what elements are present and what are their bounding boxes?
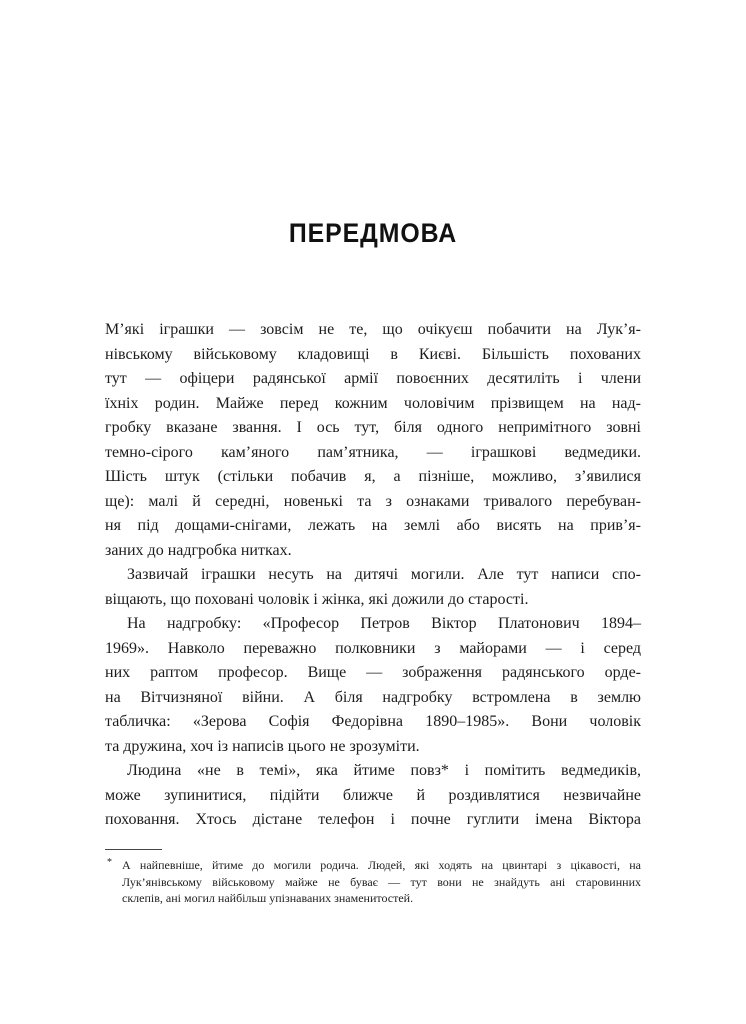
text-line: та дружина, хоч із написів цього не зрозуміти.	[105, 737, 420, 755]
text-line: віщають, що поховані чоловік і жінка, які дожили до старості.	[105, 590, 529, 608]
text-line: темно-сірого кам’яного пам’ятника, — іграшкові ведмедики.	[105, 443, 641, 461]
text-line: тут — офіцери радянської армії повоєнних десятиліть і члени	[105, 370, 641, 387]
text-line: М’які іграшки — зовсім не те, що очікуєш побачити на Лук’я-	[105, 321, 641, 338]
footnote-line: А найпевніше, йтиме до могили родича. Людей, які ходять на цвинтарі з цікавості, на	[122, 858, 641, 872]
text-line: Зазвичай іграшки несуть на дитячі могили. Але тут написи спо-	[127, 566, 641, 583]
text-line: може зупинитися, підійти ближче й роздивлятися незвичайне	[105, 786, 641, 804]
text-line: Людина «не в темі», яка йтиме повз* і помітить ведмедиків,	[127, 762, 641, 779]
text-line: На надгробку: «Професор Петров Віктор Платонович 1894–	[127, 615, 641, 632]
footnote-line: склепів, ані могил найбільш упізнаваних знаменитостей.	[122, 891, 414, 905]
paragraph-4	[105, 759, 641, 833]
text-line: поховання. Хтось дістане телефон і почне гуглити імена Віктора	[105, 811, 641, 828]
text-line: їхніх родин. Майже перед кожним чоловічим прізвищем на над-	[105, 394, 641, 412]
text-line: ще): малі й середні, новенькі та з ознаками тривалого перебуван-	[105, 492, 641, 510]
footnote-body	[105, 857, 641, 907]
text-line: табличка: «Зерова Софія Федорівна 1890–1985». Вони чоловік	[105, 713, 641, 730]
paragraph-1	[105, 318, 641, 563]
footnote-rule	[105, 849, 162, 850]
text-line: заних до надгробка нитках.	[105, 541, 292, 559]
text-line: ня під дощами-снігами, лежать на землі або висять на прив’я-	[105, 517, 641, 534]
text-line: гробку вказане звання. І ось тут, біля одного непримітного зовні	[105, 419, 641, 436]
text-line: Шість штук (стільки побачив я, а пізніше, можливо, з’явилися	[105, 468, 641, 485]
text-line: на Вітчизняної війни. А біля надгробку встромлена в землю	[105, 688, 641, 706]
footnote-marker: *	[107, 857, 112, 868]
text-line: них раптом професор. Вище — зображення радянського орде-	[105, 664, 641, 681]
paragraph-2	[105, 563, 641, 612]
text-line: нівському військовому кладовищі в Києві. Більшість похованих	[105, 345, 641, 363]
footnote	[105, 849, 641, 907]
text-line: 1969». Навколо переважно полковники з майорами — і серед	[105, 639, 641, 657]
chapter-title: ПЕРЕДМОВА	[288, 218, 458, 248]
body-text	[105, 318, 641, 833]
footnote-line: Лук’янівському військовому майже не буває — тут вони не знайдуть ані старовинних	[122, 874, 641, 889]
paragraph-3	[105, 612, 641, 759]
